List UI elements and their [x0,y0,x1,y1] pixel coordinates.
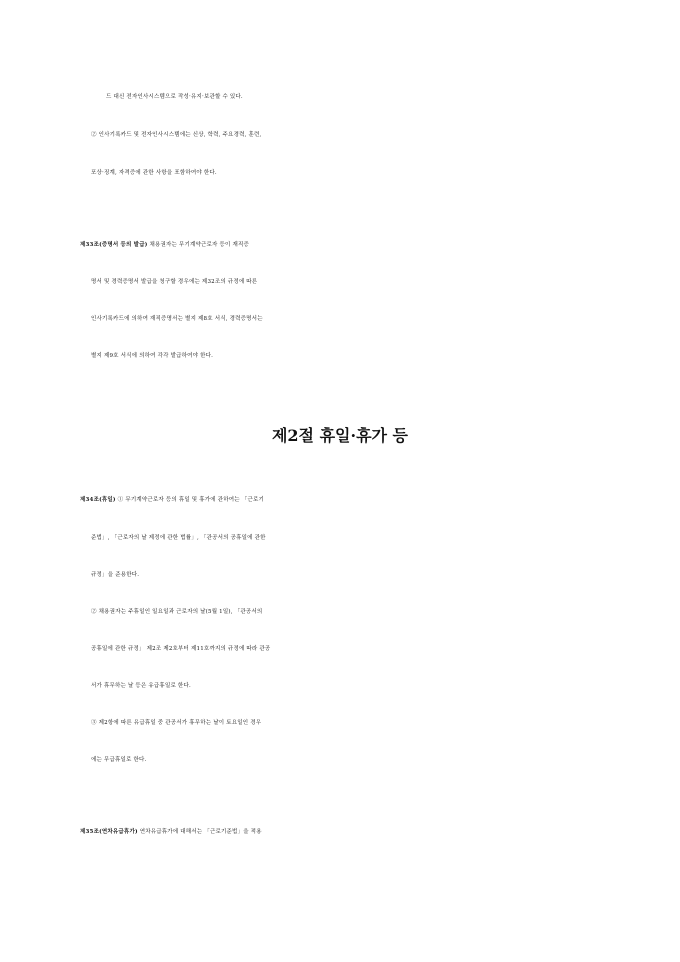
text-line: 별지 제9호 서식에 의하여 각각 발급하여야 한다. [91,353,214,359]
article-34-line [0,495,680,503]
article-34-text: ① 무기계약근로자 등의 휴일 및 휴가에 관하여는 「근로기 [115,497,264,503]
article-34-heading: 제34조(휴일) [80,497,116,503]
section-title: 제2절 휴일·휴가 등 [271,426,409,445]
text-line: 포상·징계, 자격증에 관한 사항을 포함하여야 한다. [91,170,217,176]
article-35-line [0,827,680,835]
article-35-heading: 제35조(연차유급휴가) [80,829,138,835]
article-33-line [0,240,680,248]
text-line: 서가 휴무하는 날 등은 유급휴일로 한다. [91,683,191,689]
text-line: ② 인사기록카드 및 전자인사시스템에는 신상, 학력, 주요경력, 훈련, [91,132,262,138]
text-line: 에는 무급휴일로 한다. [91,757,147,763]
text-line: 준법」, 「근로자의 날 제정에 관한 법률」, 「관공서의 공휴일에 관한 [91,535,266,541]
text-line: 공휴일에 관한 규정」 제2조 제2호부터 제11호까지의 규정에 따라 관공 [91,646,271,652]
text-line: ② 채용권자는 주휴일인 일요일과 근로자의 날(5월 1일), 「관공서의 [91,609,263,615]
text-line: 규정」을 준용한다. [91,572,140,578]
article-33-heading: 제33조(증명서 등의 발급) [80,242,148,248]
text-line: 인사기록카드에 의하여 재직증명서는 별지 제8호 서식, 경력증명서는 [91,316,263,322]
text-line: 명서 및 경력증명서 발급을 청구할 경우에는 제32조의 규정에 따른 [91,279,258,285]
article-33-text: 채용권자는 무기계약근로자 등이 재직증 [147,242,250,248]
text-line: ③ 제2항에 따른 유급휴일 중 관공서가 휴무하는 날이 토요일인 경우 [91,720,262,726]
article-35-text: 연차유급휴가에 대해서는 「근로기준법」을 적용 [137,829,262,835]
text-line: 드 대신 전자인사시스템으로 작성·유지·보관할 수 있다. [106,94,243,100]
